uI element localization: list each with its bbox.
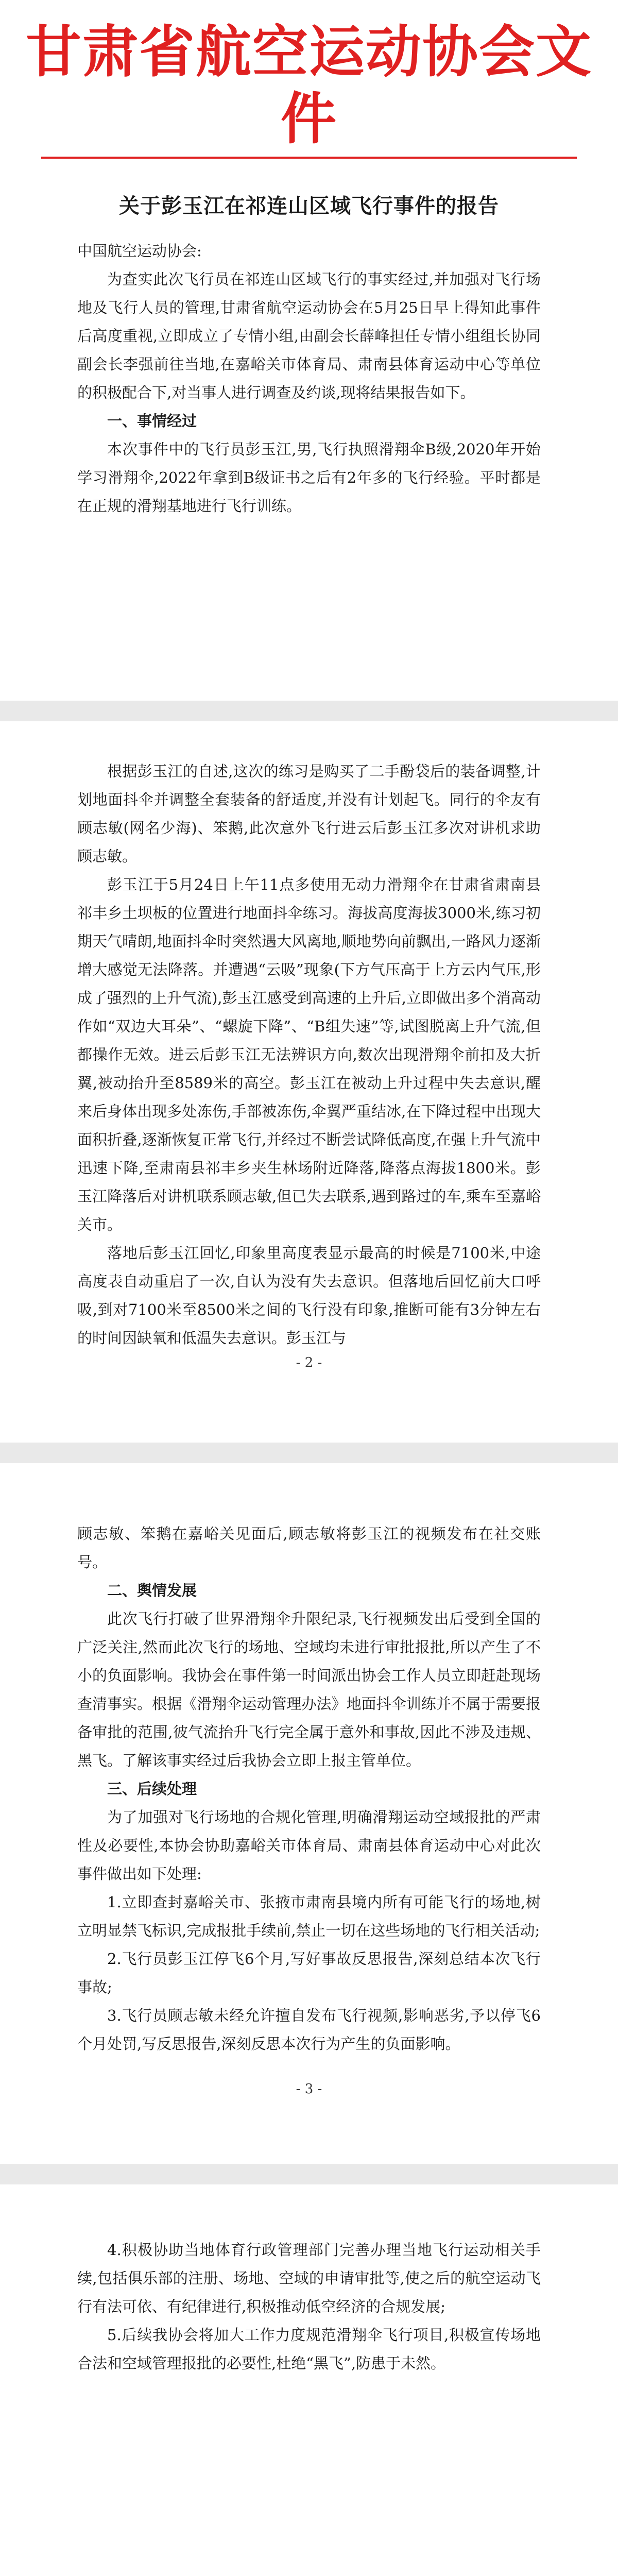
section-2-heading: 二、舆情发展 [107,1582,197,1599]
page-3-lead-paragraph: 顾志敏、笨鹅在嘉峪关见面后,顾志敏将彭玉江的视频发布在社交账号。 [77,1525,541,1571]
page-number-2: - 2 - [296,1355,322,1370]
section-3-item-2: 2.飞行员彭玉江停飞6个月,写好事故反思报告,深刻总结本次飞行事故; [77,1950,541,1996]
header-red-rule [41,157,577,159]
section-3-item-5: 5.后续我协会将加大工作力度规范滑翔伞飞行项目,积极宣传场地合法和空域管理报批的必要性,杜绝“黑飞”,防患于未然。 [77,2326,541,2372]
section-3-item-1: 1.立即查封嘉峪关市、张掖市肃南县境内所有可能飞行的场地,树立明显禁飞标识,完成报批手续前,禁止一切在这些场地的飞行相关活动; [77,1893,541,1939]
page-1-content [77,237,541,520]
document-page-1 [0,0,618,701]
section-3-heading: 三、后续处理 [107,1780,197,1798]
document-page-3 [0,1463,618,2164]
page-number-3: - 3 - [296,2081,322,2097]
report-title: 关于彭玉江在祁连山区域飞行事件的报告 [119,194,499,218]
intro-paragraph: 为查实此次飞行员在祁连山区域飞行的事实经过,并加强对飞行场地及飞行人员的管理,甘肃省航空运动协会在5月25日早上得知此事件后高度重视,立即成立了专情小组,由副会长薛峰担任专情小组组长协同副会长李强前往当地,在嘉峪关市体育局、肃南县体育运动中心等单位的积极配合下,对当事人进行调查及约谈,现将结果报告如下。 [77,270,541,401]
section-1-paragraph-4: 落地后彭玉江回忆,印象里高度表显示最高的时候是7100米,中途高度表自动重启了一次,自认为没有失去意识。但落地后回忆前大口呼吸,到对7100米至8500米之间的飞行没有印象,推断可能有3分钟左右的时间因缺氧和低温失去意识。彭玉江与 [77,1244,541,1347]
section-1-paragraph-3: 彭玉江于5月24日上午11点多使用无动力滑翔伞在甘肃省肃南县祁丰乡土坝板的位置进行地面抖伞练习。海拔高度海拔3000米,练习初期天气晴朗,地面抖伞时突然遇大风离地,顺地势向前飘出,一路风力逐渐增大感觉无法降落。并遭遇“云吸”现象(下方气压高于上方云内气压,形成了强烈的上升气流),彭玉江感受到高速的上升后,立即做出多个消高动作如“双边大耳朵”、“螺旋下降”、“B组失速”等,试图脱离上升气流,但都操作无效。进云后彭玉江无法辨识方向,数次出现滑翔伞前扣及大折翼,被动抬升至8589米的高空。彭玉江在被动上升过程中失去意识,醒来后身体出现多处冻伤,手部被冻伤,伞翼严重结冰,在下降过程中出现大面积折叠,逐渐恢复正常飞行,并经过不断尝试降低高度,在强上升气流中迅速下降,至肃南县祁丰乡夹生林场附近降落,降落点海拔1800米。彭玉江降落后对讲机联系顾志敏,但已失去联系,遇到路过的车,乘车至嘉峪关市。 [77,876,541,1233]
salutation: 中国航空运动协会: [77,242,202,260]
section-3-item-4: 4.积极协助当地体育行政管理部门完善办理当地飞行运动相关手续,包括俱乐部的注册、场地、空域的申请审批等,使之后的航空运动飞行有法可依、有纪律进行,积极推动低空经济的合规发展; [77,2241,541,2315]
section-1-paragraph-1: 本次事件中的飞行员彭玉江,男,飞行执照滑翔伞B级,2020年开始学习滑翔伞,2022年拿到B级证书之后有2年多的飞行经验。平时都是在正规的滑翔基地进行飞行训练。 [77,440,541,515]
page-3-content [77,1520,541,2058]
section-3-item-3: 3.飞行员顾志敏未经允许擅自发布飞行视频,影响恶劣,予以停飞6个月处罚,写反思报告,深刻反思本次行为产生的负面影响。 [77,2007,541,2053]
section-2-paragraph-1: 此次飞行打破了世界滑翔伞升限纪录,飞行视频发出后受到全国的广泛关注,然而此次飞行的场地、空域均未进行审批报批,所以产生了不小的负面影响。我协会在事件第一时间派出协会工作人员立即赶赴现场查清事实。根据《滑翔伞运动管理办法》地面抖伞训练并不属于需要报备审批的范围,彼气流抬升飞行完全属于意外和事故,因此不涉及违规、黑飞。了解该事实经过后我协会立即上报主管单位。 [77,1610,541,1769]
document-page-4 [0,2184,618,2576]
document-header-title: 甘肃省航空运动协会文件 [25,20,592,151]
section-3-paragraph-1: 为了加强对飞行场地的合规化管理,明确滑翔运动空域报批的严肃性及必要性,本协会协助嘉峪关市体育局、肃南县体育运动中心对此次事件做出如下处理: [77,1808,541,1883]
document-page-2 [0,721,618,1443]
page-4-content [77,2236,541,2378]
page-2-content [77,757,541,1352]
section-1-paragraph-2: 根据彭玉江的自述,这次的练习是购买了二手酚袋后的装备调整,计划地面抖伞并调整全套装备的舒适度,并没有计划起飞。同行的伞友有顾志敏(网名少海)、笨鹅,此次意外飞行进云后彭玉江多次对讲机求助顾志敏。 [77,762,541,865]
section-1-heading: 一、事情经过 [107,412,197,430]
